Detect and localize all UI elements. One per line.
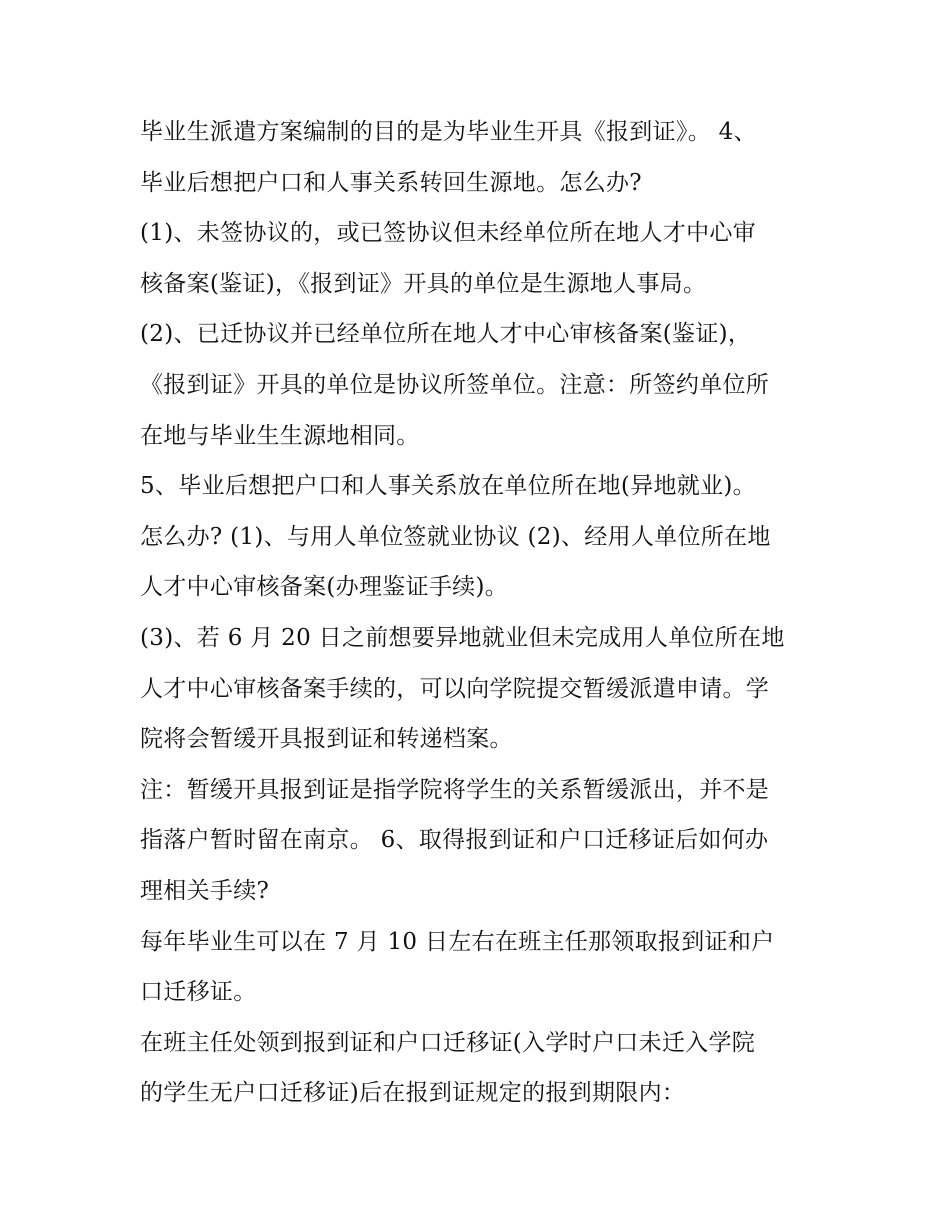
text-line: (3)、若 6 月 20 日之前想要异地就业但未完成用人单位所在地 xyxy=(140,624,785,651)
text-line: 毕业后想把户口和人事关系转回生源地。怎么办? xyxy=(140,169,642,196)
text-line: 在班主任处领到报到证和户口迁移证(入学时户口未迁入学院 xyxy=(140,1029,756,1056)
text-line: 人才中心审核备案(办理鉴证手续)。 xyxy=(140,574,509,601)
text-line: 核备案(鉴证)，《报到证》开具的单位是生源地人事局。 xyxy=(140,270,707,297)
text-line: 5、毕业后想把户口和人事关系放在单位所在地(异地就业)。 xyxy=(140,473,756,500)
text-line: (2)、已迁协议并已经单位所在地人才中心审核备案(鉴证)， xyxy=(140,321,752,348)
text-line: 毕业生派遣方案编制的目的是为毕业生开具《报到证》。 4、 xyxy=(140,119,757,145)
text-line: 理相关手续? xyxy=(140,877,270,904)
text-line: 在地与毕业生生源地相同。 xyxy=(140,422,420,449)
text-line: 的学生无户口迁移证)后在报到证规定的报到期限内： xyxy=(140,1080,686,1107)
text-line: 怎么办? (1)、与用人单位签就业协议 (2)、经用人单位所在地 xyxy=(140,523,771,550)
text-line: (1)、未签协议的，或已签协议但未经单位所在地人才中心审 xyxy=(140,220,756,247)
text-line: 口迁移证。 xyxy=(140,979,257,1006)
document-body xyxy=(140,107,830,1119)
text-line: 院将会暂缓开具报到证和转递档案。 xyxy=(140,726,513,753)
text-line: 注：暂缓开具报到证是指学院将学生的关系暂缓派出，并不是 xyxy=(140,776,770,803)
text-line: 人才中心审核备案手续的，可以向学院提交暂缓派遣申请。学 xyxy=(140,675,770,702)
text-line: 指落户暂时留在南京。 6、取得报到证和户口迁移证后如何办 xyxy=(140,827,769,854)
text-line: 每年毕业生可以在 7 月 10 日左右在班主任那领取报到证和户 xyxy=(140,928,775,955)
text-line: 《报到证》开具的单位是协议所签单位。注意：所签约单位所 xyxy=(140,371,770,398)
